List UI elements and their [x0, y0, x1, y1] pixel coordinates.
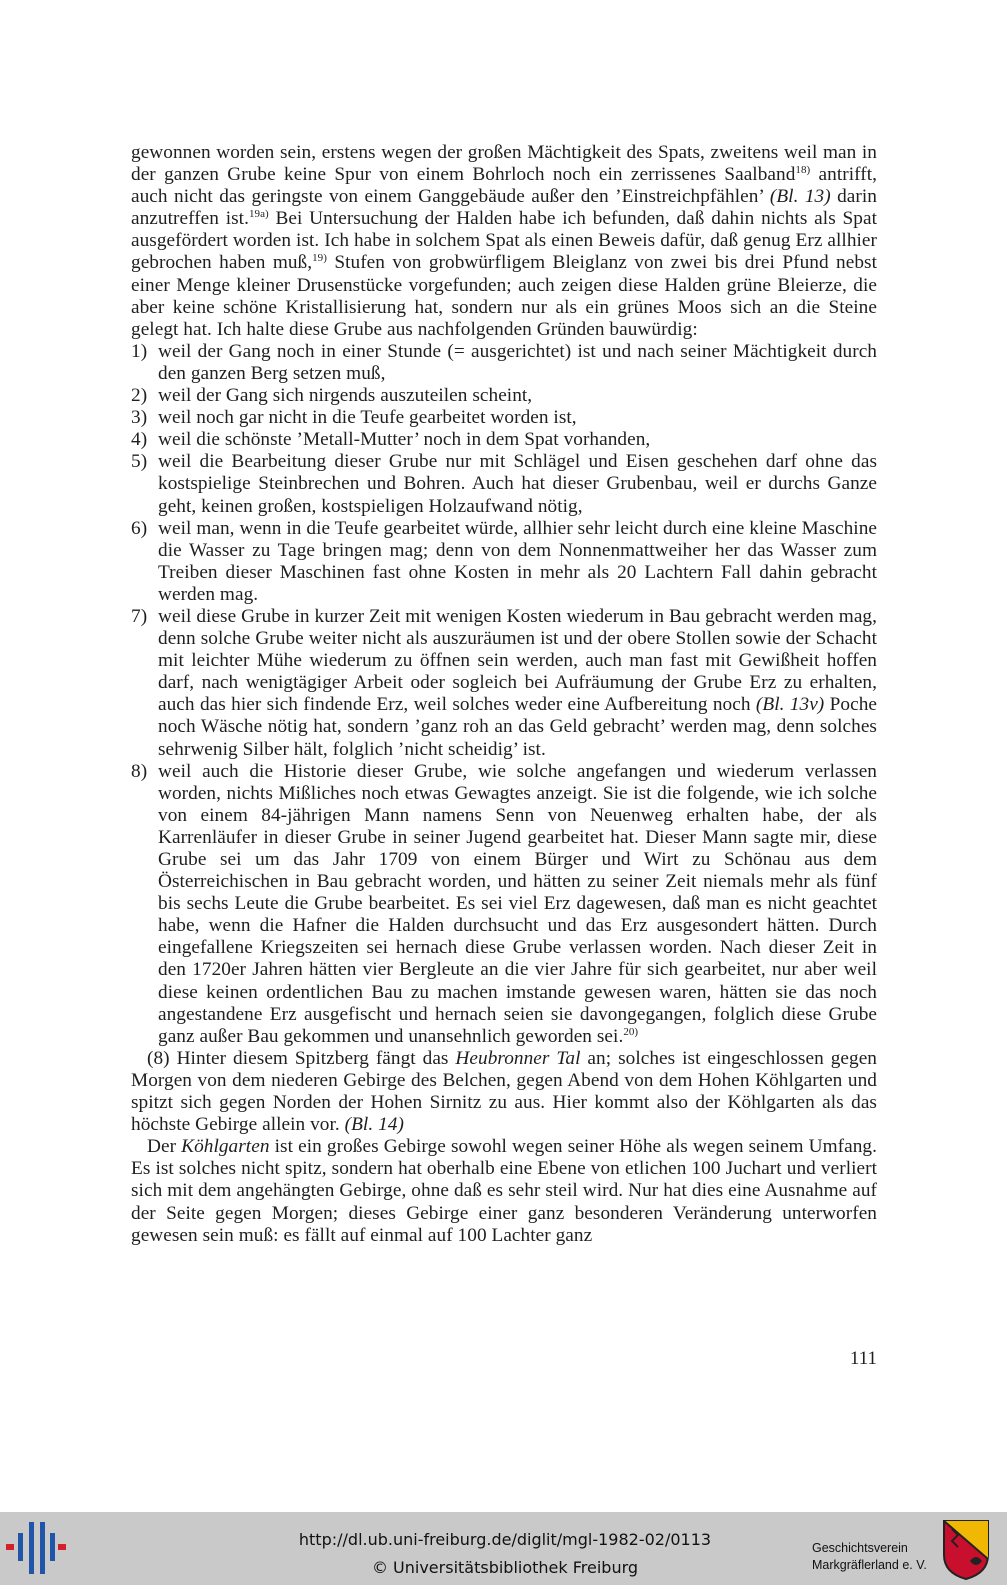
list-item-text: weil man, wenn in die Teufe gearbeitet würde, allhier sehr leicht durch eine kleine Maschine die Wasser zu Tage bringen mag; denn von dem Nonnenmattweiher her das Wasser zum Treiben dieser Maschinen fast ohne Kosten in mehr als 20 Lachtern Fall dahin gebracht werden mag.: [158, 517, 877, 605]
list-item-text: weil der Gang sich nirgends auszuteilen scheint,: [158, 385, 533, 407]
source-url-link[interactable]: http://dl.ub.uni-freiburg.de/diglit/mgl-1982-02/0113: [298, 1530, 712, 1549]
list-item-number: 5): [131, 451, 148, 473]
list-item-text: weil der Gang noch in einer Stunde (= ausgerichtet) ist und nach seiner Mächtigkeit durch den ganzen Berg setzen muß,: [158, 340, 877, 384]
list-item-text: weil die Bearbeitung dieser Grube nur mit Schlägel und Eisen geschehen darf ohne das kostspielige Steinbrechen und Bohren. Auch hat dieser Grubenbau, weil er durchs Ganze geht, keinen großen, kostspieligen Holzaufwand nötig,: [158, 451, 877, 517]
list-item-number: 8): [131, 760, 148, 782]
list-item-number: 4): [131, 429, 148, 451]
list-item-text: weil noch gar nicht in die Teufe gearbeitet worden ist,: [158, 407, 577, 429]
society-line-1: Geschichtsverein: [812, 1541, 908, 1555]
list-item: [131, 429, 877, 451]
list-item-number: 6): [131, 517, 148, 539]
list-item-number: 1): [131, 340, 148, 362]
paragraph: gewonnen worden sein, erstens wegen der großen Mächtigkeit des Spats, zweitens weil man in der ganzen Grube keine Spur von einem Bohrloch noch ein zerrissenes Saalband$^{18)}$ antrifft, auch nicht das geringste von einem Ganggebäude außer den ’Einstreichpfählen’ (Bl. 13) darin anzutreffen ist.$^{19a)}$ Bei Untersuchung der Halden habe ich befunden, daß dahin nichts als Spat ausgefördert worden ist. Ich habe in solchem Spat als einen Beweis dafür, daß genug Erz allhier gebrochen haben muß,$^{19)}$ Stufen von grobwürfligem Bleiglanz von zwei bis drei Pfund nebst einer Menge kleiner Drusenstücke vorgefunden; auch zeigen diese Halden grüne Bleierze, die aber keine schöne Kristallisierung hat, sondern nur als ein grünes Moos sich an die Steine gelegt hat. Ich halte diese Grube aus nachfolgenden Gründen bauwürdig:: [131, 142, 877, 340]
paragraph: (8) Hinter diesem Spitzberg fängt das Heubronner Tal an; solches ist eingeschlossen gegen Morgen von dem niederen Gebirge des Belchen, gegen Abend von dem Hohen Köhlgarten und spitzt sich gegen Norden der Hohen Sirnitz zu aus. Hier kommt also der Köhlgarten als das höchste Gebirge allein vor. (Bl. 14): [131, 1047, 877, 1136]
list-item-text: weil die schönste ’Metall-Mutter’ noch in dem Spat vorhanden,: [158, 429, 651, 451]
list-item-text: weil auch die Historie dieser Grube, wie solche angefangen und wiederum verlassen worden, nichts Mißliches noch etwas Gewagtes anzeigt. Sie ist die folgende, wie ich solche von einem 84-jährigen Mann namens Senn von Neuenweg erhalten habe, der als Karrenläufer in dieser Grube in seiner Jugend gearbeitet hat. Dieser Mann sagte mir, diese Grube sei um das Jahr 1709 von einem Bürger und Wirt zu Schönau aus dem Österreichischen in Bau gebracht worden, und hätten zu seiner Zeit niemals mehr als fünf bis sechs Leute die Grube bearbeitet. Es sei viel Erz dagewesen, daß man es nicht geachtet habe, wenn die Hafner die Halden durchsucht und das Erz ausgesondert hätten. Durch eingefallene Kriegszeiten sei hernach diese Grube verlassen worden. Nach dieser Zeit in den 1720er Jahren hätten vier Bergleute an die vier Jahre für sich gearbeitet, nur aber weil diese keinen ordentlichen Bau zu machen imstande gewesen waren, hätten sie das noch angestandene Erz ausgefischt und hernach seien sie davongegangen, folglich diese Grube ganz außer Bau gekommen und unansehnlich geworden sei.$^{20)}$: [158, 760, 877, 1047]
list-item: [131, 451, 877, 517]
society-line-2: Markgräflerland e. V.: [812, 1558, 927, 1572]
page-number: 111: [849, 1348, 877, 1369]
list-item: [131, 761, 877, 1048]
list-item-number: 3): [131, 407, 148, 429]
list-item: [131, 518, 877, 606]
list-item: [131, 407, 877, 429]
list-item-text: weil diese Grube in kurzer Zeit mit wenigen Kosten wiederum in Bau gebracht werden mag, denn solche Grube weiter nicht als auszuräumen ist und der obere Stollen sowie der Schacht mit leichter Mühe wiederum zu öffnen sein werden, auch man fast mit Gewißheit hoffen darf, nach wenigtägiger Arbeit oder sogleich bei Aufräumung der Grube Erz zu erhalten, auch das hier sich findende Erz, weil solches weder eine Aufbereitung noch (Bl. 13v) Poche noch Wäsche nötig hat, sondern ’ganz roh an das Geld gebracht’ werden mag, denn solches sehrwenig Silber hält, folglich ’nicht scheidig’ ist.: [158, 605, 877, 760]
copyright-text: © Universitätsbibliothek Freiburg: [371, 1558, 639, 1577]
society-name: [812, 1540, 927, 1574]
list-item: [131, 606, 877, 761]
ub-freiburg-logo-icon: [6, 1519, 66, 1579]
body-text: [131, 142, 877, 1247]
paragraph: Der Köhlgarten ist ein großes Gebirge sowohl wegen seiner Höhe als wegen seinem Umfang. Es ist solches nicht spitz, sondern hat oberhalb eine Ebene von etlichen 100 Juchart und verliert sich mit dem angehängten Gebirge, ohne daß es sehr steil wird. Nur hat dies eine Ausnahme auf der Seite gegen Morgen; dieses Gebirge einer ganz besonderen Veränderung unterworfen gewesen sein muß: es fällt auf einmal auf 100 Lachter ganz: [131, 1136, 877, 1246]
list-item: [131, 341, 877, 385]
list-item-number: 7): [131, 605, 148, 627]
list-item: [131, 385, 877, 407]
list-item-number: 2): [131, 385, 148, 407]
society-crest-icon: [942, 1519, 990, 1581]
